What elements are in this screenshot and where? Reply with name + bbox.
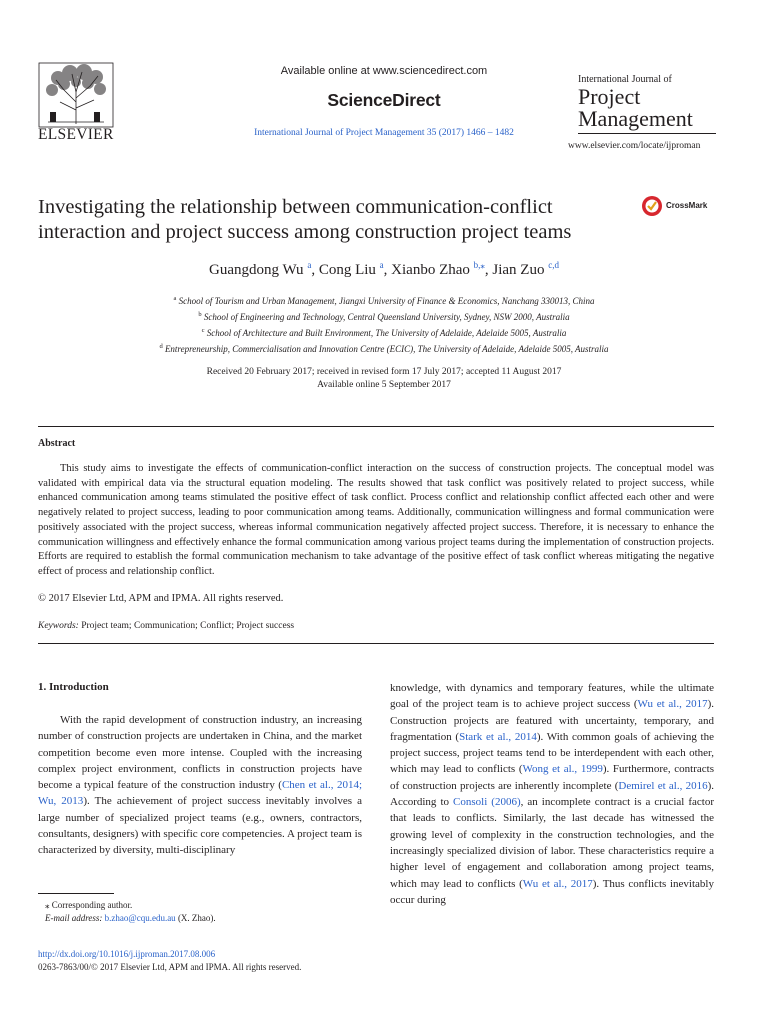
- email-link[interactable]: b.zhao@cqu.edu.au: [104, 913, 176, 923]
- doi-link[interactable]: http://dx.doi.org/10.1016/j.ijproman.2017.08.006: [38, 949, 216, 959]
- email-note: E-mail address: b.zhao@cqu.edu.au (X. Zhao).: [45, 913, 216, 923]
- crossmark-badge[interactable]: [641, 193, 713, 219]
- received-dates: Received 20 February 2017; received in revised form 17 July 2017; accepted 11 August 2017: [206, 367, 562, 377]
- keywords-list: Project team; Communication; Conflict; Project success: [81, 621, 295, 631]
- abstract-heading: Abstract: [38, 438, 76, 449]
- author-affil-mark[interactable]: a: [307, 260, 312, 270]
- abstract-copyright: © 2017 Elsevier Ltd, APM and IPMA. All rights reserved.: [38, 593, 284, 604]
- affiliations: [0, 292, 768, 356]
- section-heading-introduction: 1. Introduction: [38, 681, 109, 693]
- corresponding-author-note: ⁎ Corresponding author.: [45, 900, 133, 910]
- affiliation: $^c$ School of Architecture and Built Environment, The University of Adelaide, Adelaide 5005, Australia: [201, 327, 567, 338]
- author-affil-mark[interactable]: c,d: [548, 260, 559, 270]
- available-date: Available online 5 September 2017: [317, 380, 451, 390]
- citation-link[interactable]: Wu et al., 2017: [522, 877, 593, 890]
- intro-right-column: knowledge, with dynamics and temporary features, while the ultimate goal of the project team is to achieve project success (Wu et al., 2017). Construction projects are featured with uncertainty, temporary, and fragmentation (Stark et al., 2014). With common goals of achieving the project success, project teams tend to be interdependent with each other, which may lead to conflicts (Wong et al., 1999). Furthermore, contracts of construction projects are inherently incomplete (Demirel et al., 2016). According to Consoli (2006), an incomplete contract is a crucial factor that leads to conflicts. Similarly, the last decade has witnessed the growing level of complexity in the construction technologies, and the increasingly specialized division of labor. These characteristics require a higher level of engagement and collaboration among project teams, which may lead to conflicts (Wu et al., 2017). Thus conflicts inevitably occur during: [390, 682, 715, 906]
- article-title-line-1: Investigating the relationship between communication-conflict: [38, 196, 553, 218]
- journal-logo-divider: [578, 133, 716, 134]
- crossmark-label: CrossMark: [666, 201, 708, 210]
- citation-link[interactable]: Wong et al., 1999: [522, 763, 603, 776]
- citation-link[interactable]: Consoli (2006): [453, 796, 521, 809]
- intro-left-column: With the rapid development of construction industry, an increasing number of construction projects are undertaken in China, and the market competition become even more intense. Coupled with the increasing complex project environment, conflicts in construction projects have become a typical feature of the construction industry (Chen et al., 2014; Wu, 2013). The achievement of project success inevitably involves a large number of specialized project teams (e.g., owners, contractors, consultants, designers) with specific core competencies. A project team is characterized by diversity, multi-disciplinary: [38, 714, 362, 857]
- doi-block: [38, 948, 301, 974]
- issn-copyright: 0263-7863/00/© 2017 Elsevier Ltd, APM and IPMA. All rights reserved.: [38, 962, 302, 972]
- keywords-label: Keywords:: [38, 621, 79, 631]
- affiliation: $^d$ Entrepreneurship, Commercialisation and Innovation Centre (ECIC), The University of Adelaide, Adelaide 5005, Australia: [159, 343, 609, 354]
- article-title-line-2: interaction and project success among construction project teams: [38, 221, 572, 243]
- article-title: [38, 195, 638, 245]
- author-list: Guangdong Wu $^a$, Cong Liu $^a$, Xianbo Zhao $^{b,⁎}$, Jian Zuo $^{c,d}$: [209, 260, 559, 278]
- author-name: Jian Zuo: [492, 262, 545, 278]
- abstract-top-rule: [38, 426, 714, 427]
- author-affil-mark[interactable]: a: [379, 260, 384, 270]
- article-dates: [0, 366, 768, 392]
- citation-link[interactable]: Demirel et al., 2016: [618, 779, 708, 792]
- citation-link[interactable]: Wu et al., 2017: [637, 698, 708, 711]
- journal-url: www.elsevier.com/locate/ijproman: [568, 141, 701, 151]
- citation-link[interactable]: Stark et al., 2014: [459, 730, 537, 743]
- affiliation: $^a$ School of Tourism and Urban Management, Jiangxi University of Finance & Economics, Nanchang 330013, China: [173, 295, 595, 306]
- journal-citation-link[interactable]: International Journal of Project Management 35 (2017) 1466 – 1482: [254, 128, 514, 138]
- author-name: Guangdong Wu: [209, 262, 304, 278]
- journal-logo-big: [578, 86, 693, 130]
- journal-logo-small: International Journal of: [578, 74, 672, 85]
- author-name: Cong Liu: [318, 262, 376, 278]
- author-name: Xianbo Zhao: [391, 262, 470, 278]
- journal-logo-word-2: Management: [578, 106, 693, 131]
- footnote-rule: [38, 893, 114, 894]
- citation-link[interactable]: Chen et al., 2014; Wu, 2013: [38, 779, 362, 808]
- publisher-name: ELSEVIER: [38, 126, 114, 143]
- author-affil-mark[interactable]: b,⁎: [473, 260, 485, 270]
- affiliation: $^b$ School of Engineering and Technology, Central Queensland University, Sydney, NSW 2000, Australia: [198, 311, 570, 322]
- crossmark-icon: [641, 195, 663, 217]
- journal-logo-word-1: Project: [578, 84, 641, 109]
- email-label: E-mail address:: [45, 913, 103, 923]
- sciencedirect-brand: ScienceDirect: [327, 90, 441, 110]
- keywords: [38, 621, 294, 631]
- available-online: Available online at www.sciencedirect.com: [280, 65, 488, 77]
- abstract-bottom-rule: [38, 643, 714, 644]
- footnote: [45, 899, 216, 925]
- abstract-body: This study aims to investigate the effects of communication-conflict interaction on the success of construction projects. The conceptual model was validated with empirical data via the structural equation modeling. The results showed that task conflict was positively related to project success, while enhanced communication among teams stimulated the positive effect of task conflict. Process conflict and relationship conflict affected each other and were negatively related to project success, leading to poor communication among teams. Additionally, communication willingness and formal communication were positively associated with the project success, whereas informal communication negatively affected project success. Therefore, it is necessary to enhance the communication willingness and effectively enhance the formal communication among various project teams during the implementation of construction projects. Efforts are required to establish the formal communication mechanism to take advantage of the positive effect of task conflict whereas mitigating the negative effect of process and relationship conflict.: [38, 463, 714, 577]
